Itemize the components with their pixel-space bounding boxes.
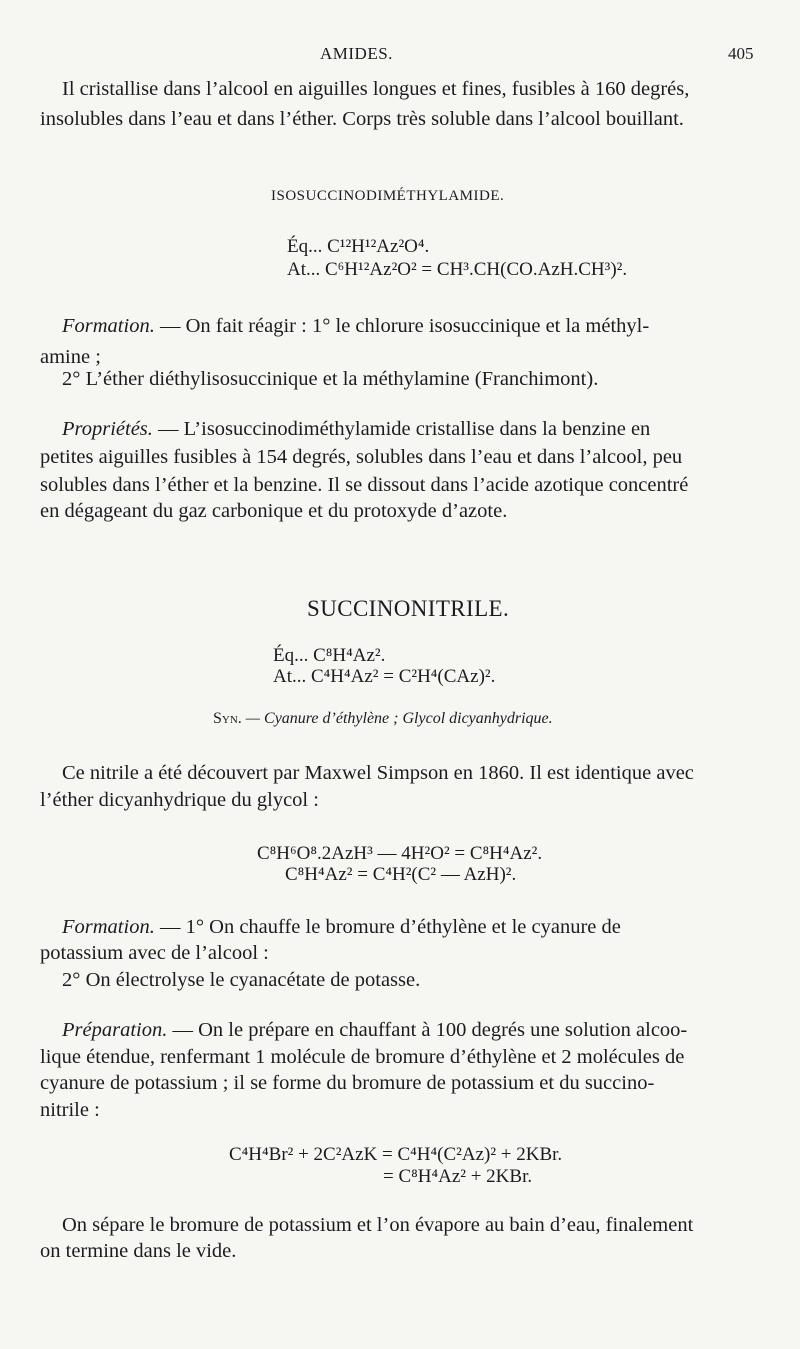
succ-formation-line-3: 2° On électrolyse le cyanacétate de potasse. <box>62 969 421 991</box>
succ-atomic-formula: At... C⁴H⁴Az² = C²H⁴(CAz)². <box>273 666 496 687</box>
iso-atomic-formula: At... C⁶H¹²Az²O² = CH³.CH(CO.AzH.CH³)². <box>287 259 628 280</box>
synonyms-line <box>213 710 553 728</box>
succ-intro-line-2: l’éther dicyanhydrique du glycol : <box>40 789 319 811</box>
succ-formation-line-2: potassium avec de l’alcool : <box>40 942 269 964</box>
glycol-formula-1: C⁸H⁶O⁸.2AzH³ — 4H²O² = C⁸H⁴Az². <box>257 843 543 864</box>
reaction-formula-2: = C⁸H⁴Az² + 2KBr. <box>383 1166 533 1187</box>
section-heading-succinonitrile: SUCCINONITRILE. <box>307 596 510 621</box>
succ-equivalent-formula: Éq... C⁸H⁴Az². <box>273 645 386 666</box>
iso-formation-line-1: Formation. — On fait réagir : 1° le chlorure isosuccinique et la méthyl- <box>62 315 650 337</box>
intro-line-1: Il cristallise dans l’alcool en aiguilles longues et fines, fusibles à 160 degrés, <box>62 78 690 100</box>
iso-proprietes-label: Propriétés. <box>62 418 153 440</box>
preparation-line-2: lique étendue, renfermant 1 molécule de bromure d’éthylène et 2 molécules de <box>40 1046 685 1068</box>
page-number: 405 <box>728 44 754 63</box>
iso-proprietes-line-4: en dégageant du gaz carbonique et du protoxyde d’azote. <box>40 500 508 522</box>
iso-proprietes-line-2: petites aiguilles fusibles à 154 degrés, solubles dans l’eau et dans l’alcool, peu <box>40 446 683 468</box>
iso-proprietes-line-1: Propriétés. — L’isosuccinodiméthylamide cristallise dans la benzine en <box>62 418 651 440</box>
iso-formation-label: Formation. <box>62 315 155 337</box>
succ-intro-line-1: Ce nitrile a été découvert par Maxwel Simpson en 1860. Il est identique avec <box>62 762 694 784</box>
succ-formation-label: Formation. <box>62 916 155 938</box>
preparation-label: Préparation. <box>62 1019 168 1041</box>
preparation-line-3: cyanure de potassium ; il se forme du bromure de potassium et du succino- <box>40 1072 655 1094</box>
reaction-formula-1: C⁴H⁴Br² + 2C²AzK = C⁴H⁴(C²Az)² + 2KBr. <box>229 1144 563 1165</box>
preparation-line-4: nitrile : <box>40 1099 100 1121</box>
iso-formation-line-3: 2° L’éther diéthylisosuccinique et la méthylamine (Franchimont). <box>62 368 599 390</box>
succ-formation-line-1: Formation. — 1° On chauffe le bromure d’éthylène et le cyanure de <box>62 916 621 938</box>
synonyms-label: Syn. <box>213 710 242 727</box>
final-line-1: On sépare le bromure de potassium et l’on évapore au bain d’eau, finalement <box>62 1214 694 1236</box>
final-line-2: on termine dans le vide. <box>40 1240 237 1262</box>
intro-line-2: insolubles dans l’eau et dans l’éther. Corps très soluble dans l’alcool bouillant. <box>40 108 684 130</box>
preparation-line-1: Préparation. — On le prépare en chauffant à 100 degrés une solution alcoo- <box>62 1019 688 1041</box>
iso-equivalent-formula: Éq... C¹²H¹²Az²O⁴. <box>287 236 430 257</box>
section-heading-isosuccinodimethylamide: ISOSUCCINODIMÉTHYLAMIDE. <box>271 188 505 204</box>
running-header: AMIDES. <box>320 44 393 63</box>
synonyms-text: — Cyanure d’éthylène ; Glycol dicyanhydrique. <box>241 710 553 727</box>
iso-formation-line-2: amine ; <box>40 346 101 368</box>
iso-proprietes-line-3: solubles dans l’éther et la benzine. Il se dissout dans l’acide azotique concentré <box>40 474 689 496</box>
glycol-formula-2: C⁸H⁴Az² = C⁴H²(C² — AzH)². <box>285 864 517 885</box>
